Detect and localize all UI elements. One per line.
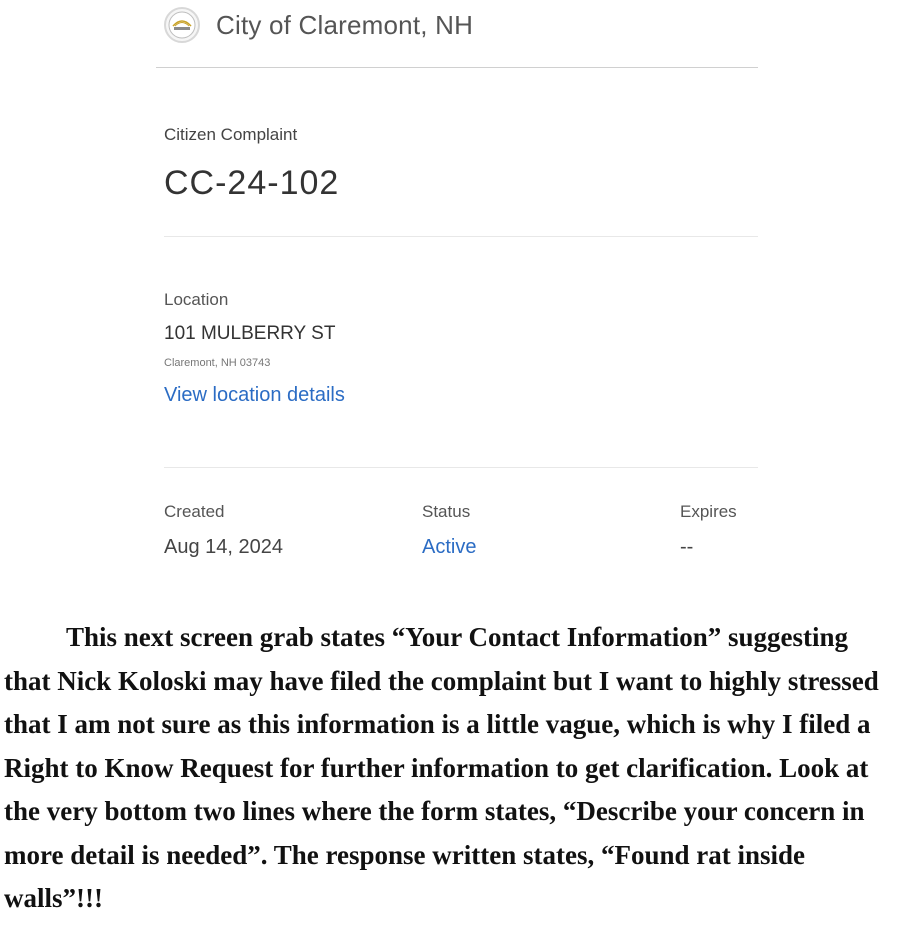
body-paragraph: This next screen grab states “Your Contact Information” suggesting that Nick Koloski may have filed the complaint but I want to highly stressed that I am not sure as this information is a little vague, which is why I filed a Right to Know Request for further information to get clarification. Look at the very bottom two lines where the form states, “Describe your concern in more detail is needed”. The response written states, “Found rat inside walls”!!! xyxy=(4,622,879,913)
location-city: Claremont, NH 03743 xyxy=(164,357,271,369)
app-title: City of Claremont, NH xyxy=(216,9,474,40)
section-divider xyxy=(164,467,758,468)
view-location-details-link[interactable]: View location details xyxy=(164,384,345,406)
expires-label: Expires xyxy=(680,502,737,521)
city-seal-icon xyxy=(164,7,200,43)
status-label: Status xyxy=(422,502,471,521)
record-id: CC-24-102 xyxy=(164,164,340,202)
location-address: 101 MULBERRY ST xyxy=(164,323,336,344)
header-divider xyxy=(156,67,758,68)
created-label: Created xyxy=(164,502,225,521)
status-value: Active xyxy=(422,536,477,558)
expires-value: -- xyxy=(680,536,694,558)
location-heading: Location xyxy=(164,290,229,309)
created-value: Aug 14, 2024 xyxy=(164,536,283,558)
header xyxy=(164,0,473,50)
section-divider xyxy=(164,236,758,237)
record-type-label: Citizen Complaint xyxy=(164,125,298,144)
